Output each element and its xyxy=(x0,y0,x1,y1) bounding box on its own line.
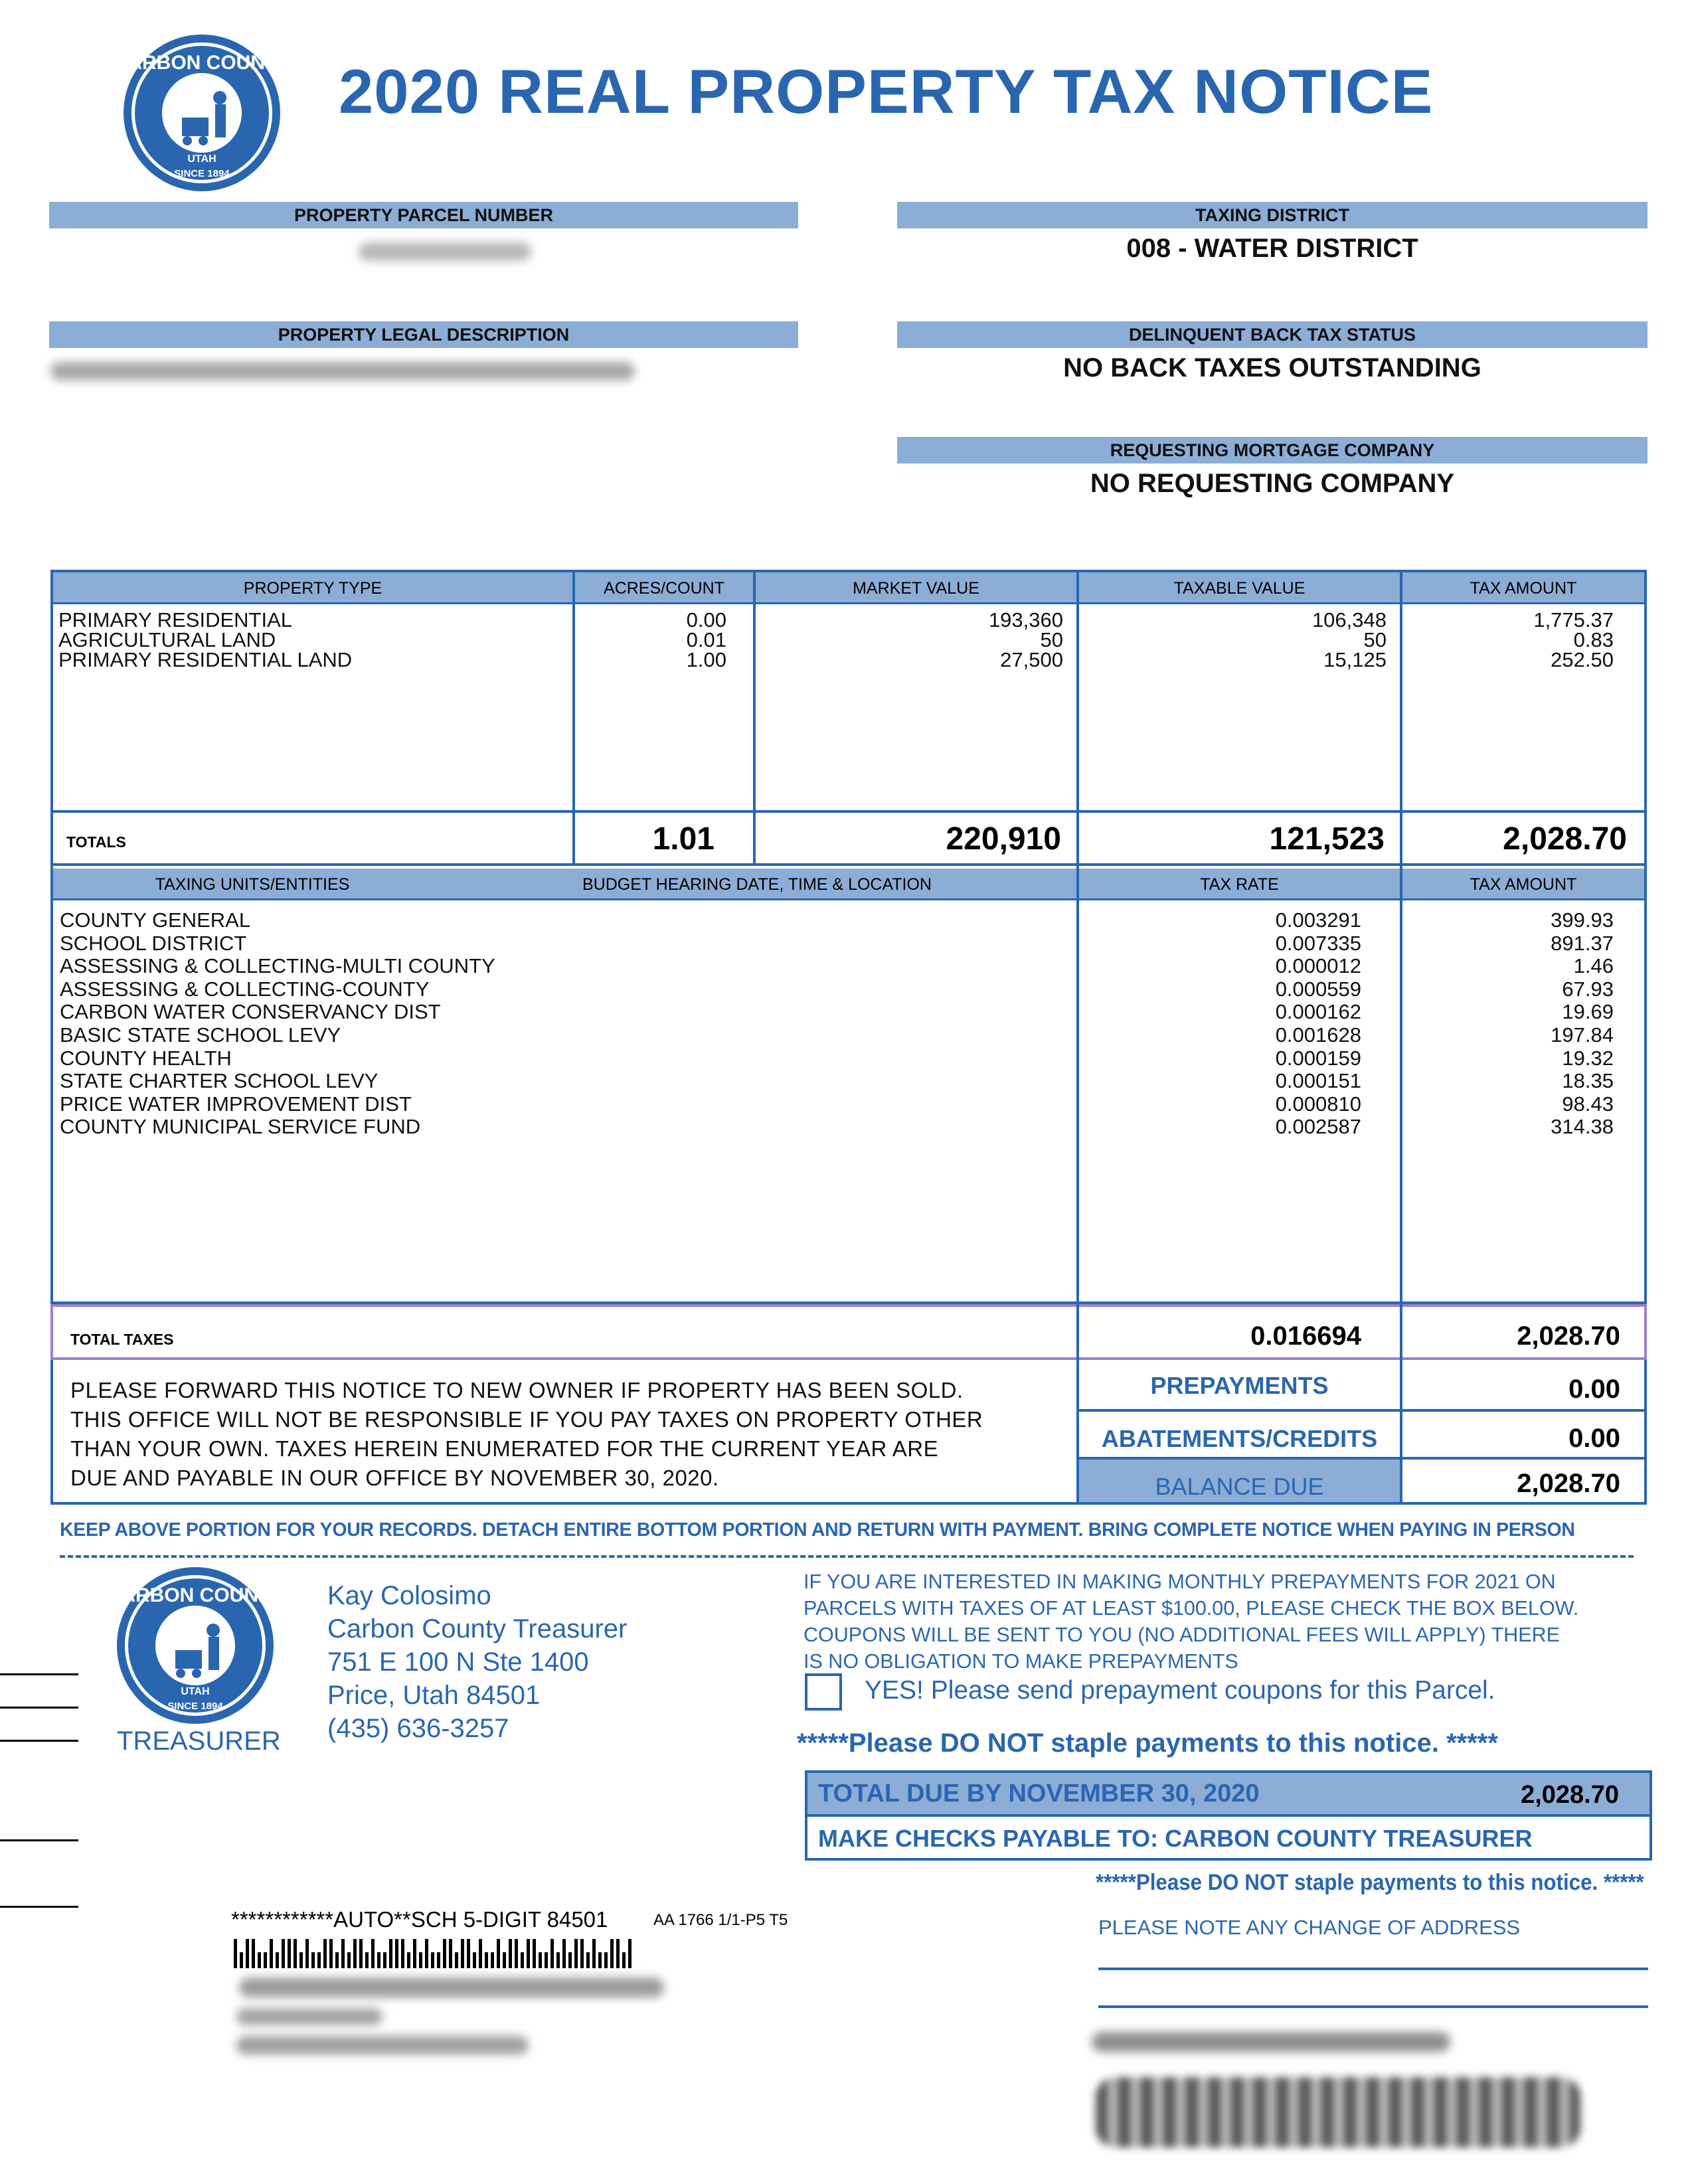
prepay-offer-line: PARCELS WITH TAXES OF AT LEAST $100.00, PLEASE CHECK THE BOX BELOW. xyxy=(803,1597,1579,1620)
unit-tax-amount-cell: 19.69 xyxy=(1562,1000,1614,1023)
page-title: 2020 REAL PROPERTY TAX NOTICE xyxy=(339,56,1434,126)
barcode-bar xyxy=(389,1939,392,1968)
barcode-bar xyxy=(371,1939,375,1968)
totals-label: TOTALS xyxy=(66,833,126,851)
tax-rate-cell: 0.002587 xyxy=(1275,1115,1361,1138)
change-address-line-1[interactable] xyxy=(1098,1968,1648,1970)
barcode-bar xyxy=(604,1952,608,1968)
taxing-unit-name: COUNTY GENERAL xyxy=(60,908,251,932)
change-address-line-2[interactable] xyxy=(1098,2005,1648,2008)
prepay-offer-text xyxy=(803,1568,1578,1675)
unit-tax-amount-cell: 314.38 xyxy=(1551,1115,1614,1138)
notice-line: THIS OFFICE WILL NOT BE RESPONSIBLE IF YOU PAY TAXES ON PROPERTY OTHER xyxy=(70,1407,983,1432)
logo-since: SINCE 1894 xyxy=(167,1701,223,1712)
logo-state: UTAH xyxy=(187,153,216,165)
totals-taxable-value: 121,523 xyxy=(1269,821,1385,857)
totals-acres: 1.01 xyxy=(652,821,715,857)
delinquent-label: DELINQUENT BACK TAX STATUS xyxy=(897,321,1647,348)
detach-dashed-line xyxy=(60,1555,1634,1558)
margin-mark xyxy=(0,1839,78,1841)
barcode-bar xyxy=(473,1952,476,1968)
notice-line: THAN YOUR OWN. TAXES HEREIN ENUMERATED FOR THE CURRENT YEAR ARE xyxy=(70,1436,939,1461)
total-due-value: 2,028.70 xyxy=(1521,1781,1619,1809)
barcode-bar xyxy=(407,1952,410,1968)
treasurer-title: Carbon County Treasurer xyxy=(327,1614,628,1643)
barcode-bar xyxy=(270,1939,273,1968)
barcode-bar xyxy=(449,1939,452,1968)
barcode-bar xyxy=(562,1939,566,1968)
return-address-redacted xyxy=(1096,2077,1580,2147)
total-tax-rate: 0.016694 xyxy=(1250,1321,1361,1351)
barcode-bar xyxy=(580,1939,584,1968)
barcode-bar xyxy=(515,1939,518,1968)
notice-line: PLEASE FORWARD THIS NOTICE TO NEW OWNER IF PROPERTY HAS BEEN SOLD. xyxy=(70,1378,964,1402)
prepayments-label: PREPAYMENTS xyxy=(1150,1372,1329,1399)
treasurer-name: Kay Colosimo xyxy=(327,1581,491,1610)
col-header-tax-rate: TAX RATE xyxy=(1200,875,1279,894)
mailing-address-redacted xyxy=(236,2008,382,2025)
barcode-bar xyxy=(276,1952,279,1968)
auto-sort-line: ************AUTO**SCH 5-DIGIT 84501 xyxy=(231,1907,608,1932)
barcode-bar xyxy=(509,1939,512,1968)
barcode-bar xyxy=(365,1952,369,1968)
market-value-cell: 27,500 xyxy=(1000,648,1063,671)
taxable-value-cell: 106,348 xyxy=(1311,608,1387,631)
barcode-bar xyxy=(288,1939,291,1968)
treasurer-logo xyxy=(106,1567,284,1724)
tax-rate-cell: 0.007335 xyxy=(1275,932,1361,955)
barcode-bar xyxy=(491,1952,494,1968)
property-type-cell: AGRICULTURAL LAND xyxy=(58,628,276,651)
parcel-number-redacted xyxy=(359,242,531,261)
property-type-cell: PRIMARY RESIDENTIAL LAND xyxy=(58,648,353,671)
prepayment-coupons-label: YES! Please send prepayment coupons for this Parcel. xyxy=(865,1676,1495,1705)
barcode-bar xyxy=(299,1952,303,1968)
barcode-bar xyxy=(282,1939,285,1968)
barcode-bar xyxy=(246,1939,249,1968)
taxing-unit-name: BASIC STATE SCHOOL LEVY xyxy=(60,1023,341,1047)
barcode-bar xyxy=(413,1939,416,1968)
col-header-unit-tax-amount: TAX AMOUNT xyxy=(1470,875,1577,894)
logo-state: UTAH xyxy=(181,1686,210,1697)
abatements-value: 0.00 xyxy=(1568,1424,1620,1453)
tax-rate-cell: 0.000151 xyxy=(1275,1069,1361,1092)
logo-top-text: CARBON COUNTY xyxy=(113,52,291,74)
unit-tax-amount-cell: 19.32 xyxy=(1562,1047,1614,1070)
logo-since: SINCE 1894 xyxy=(174,168,230,179)
unit-tax-amount-cell: 98.43 xyxy=(1562,1092,1614,1116)
taxing-district-label: TAXING DISTRICT xyxy=(897,202,1647,228)
barcode-bar xyxy=(383,1952,386,1968)
barcode-bar xyxy=(455,1952,458,1968)
tax-rate-cell: 0.000559 xyxy=(1275,977,1361,1001)
margin-mark xyxy=(0,1906,78,1908)
barcode-bar xyxy=(497,1939,500,1968)
col-header-tax-amount: TAX AMOUNT xyxy=(1470,579,1577,598)
barcode-bar xyxy=(252,1939,255,1968)
treasurer-label: TREASURER xyxy=(117,1726,281,1756)
barcode-bar xyxy=(329,1939,333,1968)
taxing-unit-name: COUNTY HEALTH xyxy=(60,1047,232,1070)
barcode-bar xyxy=(359,1939,363,1968)
barcode-bar xyxy=(598,1952,602,1968)
barcode-bar xyxy=(527,1939,530,1968)
col-header-market-value: MARKET VALUE xyxy=(853,579,979,598)
unit-tax-amount-cell: 197.84 xyxy=(1551,1023,1614,1047)
barcode-bar xyxy=(479,1939,482,1968)
tax-amount-cell: 252.50 xyxy=(1551,648,1614,671)
prepay-offer-line: IF YOU ARE INTERESTED IN MAKING MONTHLY PREPAYMENTS FOR 2021 ON xyxy=(803,1570,1556,1593)
treasurer-city-line: Price, Utah 84501 xyxy=(327,1681,541,1710)
taxing-district-value: 008 - WATER DISTRICT xyxy=(1126,234,1418,263)
barcode-bar xyxy=(258,1952,261,1968)
barcode-bar xyxy=(443,1939,446,1968)
col-header-acres: ACRES/COUNT xyxy=(604,579,724,598)
unit-tax-amount-cell: 67.93 xyxy=(1562,977,1614,1001)
barcode-bar xyxy=(425,1939,428,1968)
barcode-bar xyxy=(574,1939,578,1968)
staple-warning-secondary: *****Please DO NOT staple payments to this notice. ***** xyxy=(1096,1870,1644,1895)
checks-payable-text: MAKE CHECKS PAYABLE TO: CARBON COUNTY TREASURER xyxy=(818,1825,1533,1852)
barcode-bar xyxy=(311,1952,315,1968)
miner-with-cart-icon xyxy=(113,35,291,191)
barcode-bar xyxy=(616,1939,620,1968)
barcode-bar xyxy=(503,1952,506,1968)
treasurer-address-block xyxy=(327,1579,627,1745)
barcode-bar xyxy=(305,1939,309,1968)
barcode-bar xyxy=(545,1952,548,1968)
mortgage-label: REQUESTING MORTGAGE COMPANY xyxy=(897,437,1647,463)
barcode-bar xyxy=(377,1952,380,1968)
acres-cell: 0.00 xyxy=(686,608,726,631)
mail-code: AA 1766 1/1-P5 T5 xyxy=(653,1911,788,1929)
barcode-bar xyxy=(628,1939,632,1968)
barcode-bar xyxy=(568,1952,572,1968)
barcode-bar xyxy=(353,1939,357,1968)
change-address-label: PLEASE NOTE ANY CHANGE OF ADDRESS xyxy=(1098,1916,1521,1939)
barcode-bar xyxy=(234,1939,237,1968)
barcode-bar xyxy=(240,1952,243,1968)
balance-due-label: BALANCE DUE xyxy=(1155,1473,1324,1500)
acres-cell: 1.00 xyxy=(686,648,726,671)
prepayments-value: 0.00 xyxy=(1568,1375,1620,1404)
taxable-value-cell: 15,125 xyxy=(1323,648,1387,671)
unit-tax-amount-cell: 399.93 xyxy=(1551,908,1614,932)
totals-tax-amount: 2,028.70 xyxy=(1503,821,1627,857)
detach-instructions: KEEP ABOVE PORTION FOR YOUR RECORDS. DETACH ENTIRE BOTTOM PORTION AND RETURN WITH PAYMENT. BRING COMPLETE NOTICE WHEN PAYING IN PERSON xyxy=(60,1519,1575,1541)
mortgage-value: NO REQUESTING COMPANY xyxy=(1090,469,1455,498)
totals-market-value: 220,910 xyxy=(946,821,1061,857)
barcode-bar xyxy=(550,1939,554,1968)
barcode-bar xyxy=(431,1952,434,1968)
unit-tax-amount-cell: 891.37 xyxy=(1551,932,1614,955)
staple-warning: *****Please DO NOT staple payments to this notice. ***** xyxy=(797,1728,1498,1758)
unit-tax-amount-cell: 1.46 xyxy=(1573,954,1614,977)
abatements-label: ABATEMENTS/CREDITS xyxy=(1101,1425,1378,1452)
barcode-bar xyxy=(317,1952,321,1968)
barcode-bar xyxy=(622,1952,626,1968)
delinquent-value: NO BACK TAXES OUTSTANDING xyxy=(1063,353,1481,382)
col-header-budget-hearing: BUDGET HEARING DATE, TIME & LOCATION xyxy=(582,875,932,894)
col-header-taxable-value: TAXABLE VALUE xyxy=(1173,579,1306,598)
barcode-bar xyxy=(341,1939,345,1968)
tax-amount-cell: 0.83 xyxy=(1573,628,1614,651)
barcode-bar xyxy=(533,1939,536,1968)
col-header-taxing-units: TAXING UNITS/ENTITIES xyxy=(155,875,350,894)
tax-rate-cell: 0.003291 xyxy=(1275,908,1361,932)
notice-text xyxy=(70,1376,983,1493)
barcode-bar xyxy=(323,1939,327,1968)
barcode-bar xyxy=(294,1939,297,1968)
unit-tax-amount-cell: 18.35 xyxy=(1562,1069,1614,1092)
barcode-bar xyxy=(539,1952,542,1968)
parcel-number-label: PROPERTY PARCEL NUMBER xyxy=(49,202,798,228)
taxing-unit-name: ASSESSING & COLLECTING-MULTI COUNTY xyxy=(60,954,495,977)
mailing-name-redacted xyxy=(239,1977,664,1997)
barcode-bar xyxy=(521,1952,524,1968)
barcode-bar xyxy=(264,1952,267,1968)
col-header-property-type: PROPERTY TYPE xyxy=(243,579,382,598)
legal-description-redacted xyxy=(50,362,635,380)
barcode-bar xyxy=(592,1939,596,1968)
property-type-cell: PRIMARY RESIDENTIAL xyxy=(58,608,293,631)
legal-description-label: PROPERTY LEGAL DESCRIPTION xyxy=(49,321,798,348)
postal-barcode xyxy=(234,1939,632,1968)
barcode-bar xyxy=(610,1939,614,1968)
taxing-unit-name: COUNTY MUNICIPAL SERVICE FUND xyxy=(60,1115,421,1138)
margin-mark xyxy=(0,1673,78,1675)
barcode-bar xyxy=(335,1952,339,1968)
taxing-unit-name: CARBON WATER CONSERVANCY DIST xyxy=(60,1000,441,1023)
barcode-bar xyxy=(556,1952,560,1968)
barcode-bar xyxy=(467,1939,470,1968)
prepay-offer-line: COUPONS WILL BE SENT TO YOU (NO ADDITIONAL FEES WILL APPLY) THERE xyxy=(803,1624,1560,1646)
barcode-bar xyxy=(586,1952,590,1968)
barcode-bar xyxy=(419,1952,422,1968)
logo-top-text: CARBON COUNTY xyxy=(106,1584,284,1606)
prepay-offer-line: IS NO OBLIGATION TO MAKE PREPAYMENTS xyxy=(803,1650,1238,1673)
notice-line: DUE AND PAYABLE IN OUR OFFICE BY NOVEMBER 30, 2020. xyxy=(70,1466,719,1490)
barcode-bar xyxy=(347,1952,351,1968)
taxable-value-cell: 50 xyxy=(1363,628,1387,651)
barcode-bar xyxy=(485,1952,488,1968)
market-value-cell: 50 xyxy=(1040,628,1063,651)
taxing-unit-name: PRICE WATER IMPROVEMENT DIST xyxy=(60,1092,412,1116)
barcode-bar xyxy=(437,1952,440,1968)
barcode-bar xyxy=(401,1939,404,1968)
miner-with-cart-icon xyxy=(106,1567,284,1724)
prepayment-coupons-checkbox[interactable] xyxy=(805,1673,842,1711)
total-due-label: TOTAL DUE BY NOVEMBER 30, 2020 xyxy=(818,1780,1260,1807)
taxing-unit-name: SCHOOL DISTRICT xyxy=(60,932,247,955)
margin-mark xyxy=(0,1707,78,1709)
tax-amount-cell: 1,775.37 xyxy=(1533,608,1614,631)
taxing-unit-name: ASSESSING & COLLECTING-COUNTY xyxy=(60,977,430,1001)
market-value-cell: 193,360 xyxy=(988,608,1063,631)
tax-rate-cell: 0.000162 xyxy=(1275,1000,1361,1023)
carbon-county-logo xyxy=(113,35,291,191)
tax-rate-cell: 0.000159 xyxy=(1275,1047,1361,1070)
barcode-bar xyxy=(395,1939,398,1968)
return-name-redacted xyxy=(1092,2032,1450,2052)
mailing-city-redacted xyxy=(236,2036,529,2055)
balance-due-value: 2,028.70 xyxy=(1517,1469,1620,1498)
total-taxes-label: TOTAL TAXES xyxy=(70,1331,174,1348)
treasurer-phone: (435) 636-3257 xyxy=(327,1714,509,1743)
tax-rate-cell: 0.001628 xyxy=(1275,1023,1361,1047)
treasurer-address-line: 751 E 100 N Ste 1400 xyxy=(327,1647,589,1677)
margin-mark xyxy=(0,1740,78,1742)
acres-cell: 0.01 xyxy=(686,628,726,651)
tax-rate-cell: 0.000810 xyxy=(1275,1092,1361,1116)
taxing-unit-name: STATE CHARTER SCHOOL LEVY xyxy=(60,1069,379,1092)
total-tax-amount: 2,028.70 xyxy=(1517,1321,1620,1351)
tax-rate-cell: 0.000012 xyxy=(1275,954,1361,977)
barcode-bar xyxy=(461,1939,464,1968)
